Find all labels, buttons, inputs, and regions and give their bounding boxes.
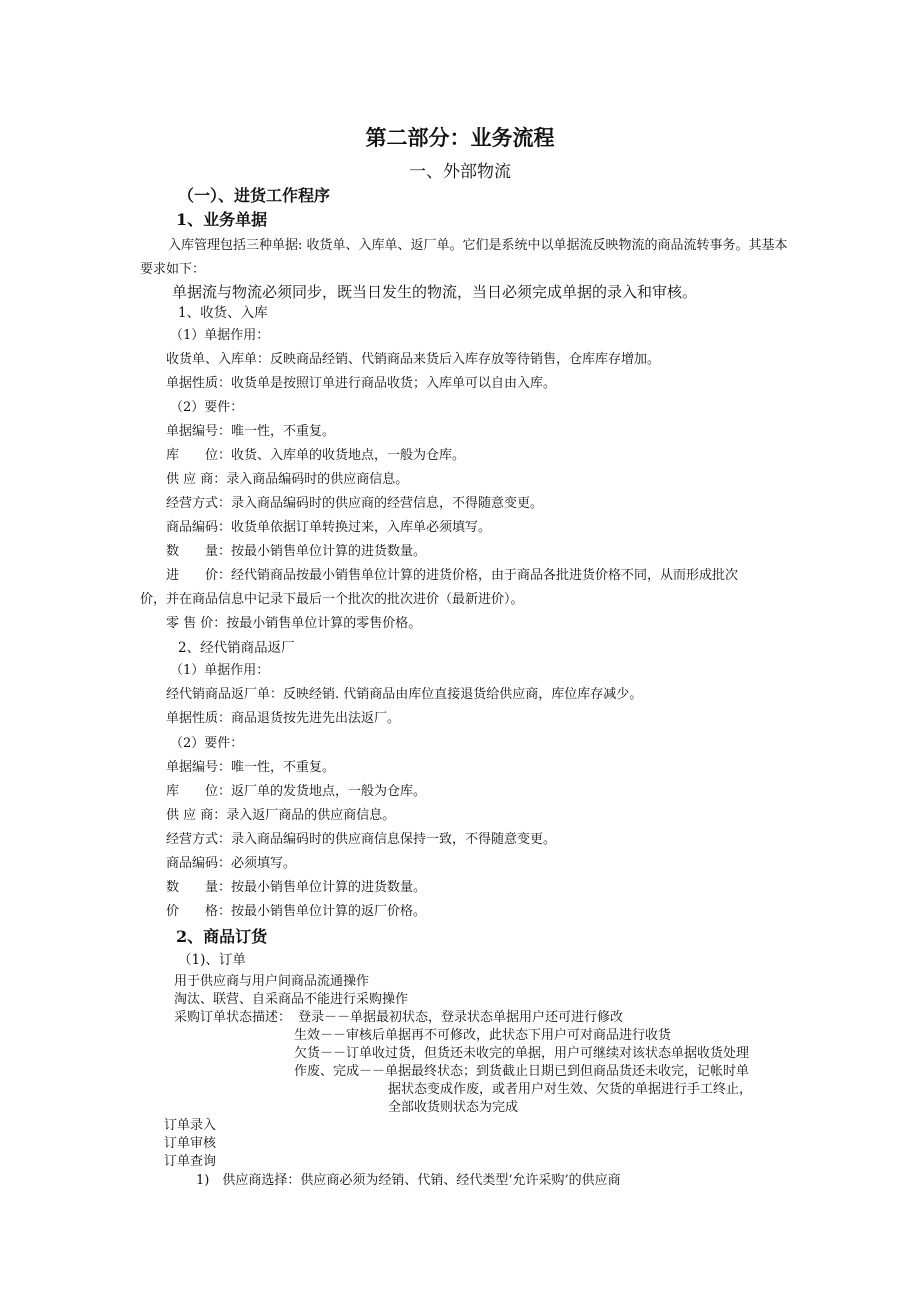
part2-item: 经营方式：录入商品编码时的供应商信息保持一致，不得随意变更。 [166, 832, 557, 847]
part1-price-line1: 进 价：经代销商品按最小销售单位计算的进货价格，由于商品各批进货价格不同，从而形成批次 [166, 568, 739, 583]
part1-item: 数 量：按最小销售单位计算的进货数量。 [166, 544, 427, 559]
order-status-line: 欠货－－订单收过货，但货还未收完的单据，用户可继续对该状态单据收货处理 [294, 1046, 750, 1061]
order-op-entry: 订单录入 [164, 1118, 217, 1133]
part1-purpose-heading: （1）单据作用： [170, 328, 270, 343]
part2-purpose-heading: （1）单据作用： [170, 663, 270, 678]
part2-nature: 单据性质：商品退货按先进先出法返厂。 [166, 711, 401, 726]
part1-heading: 1、收货、入库 [178, 305, 268, 321]
part2-purpose: 经代销商品返厂单：反映经销. 代销商品由库位直接退货给供应商，库位库存减少。 [166, 687, 643, 702]
docs-heading: 1、业务单据 [176, 210, 268, 229]
section-heading: 一、外部物流 [409, 162, 511, 182]
part1-item: 库 位：收货、入库单的收货地点，一般为仓库。 [166, 448, 466, 463]
part1-price-line2: 价，并在商品信息中记录下最后一个批次的批次进价（最新进价）。 [140, 592, 524, 607]
part2-item: 商品编码：必须填写。 [166, 856, 297, 871]
part1-item: 经营方式：录入商品编码时的供应商的经营信息，不得随意变更。 [166, 496, 544, 511]
part1-req-heading: （2）要件： [170, 400, 244, 415]
order-status-line: 登录－－单据最初状态，登录状态单据用户还可进行修改 [298, 1010, 624, 1025]
order-use: 用于供应商与用户间商品流通操作 [174, 974, 370, 989]
subsection-heading: （一）、进货工作程序 [178, 186, 331, 205]
part2-heading: 2、经代销商品返厂 [178, 640, 295, 656]
order-limit: 淘汰、联营、自采商品不能进行采购操作 [174, 992, 409, 1007]
part1-retail: 零 售 价：按最小销售单位计算的零售价格。 [166, 616, 422, 631]
part2-item: 数 量：按最小销售单位计算的进货数量。 [166, 880, 427, 895]
order-status-line: 作废、完成－－单据最终状态；到货截止日期已到但商品货还未收完，记帐时单 [294, 1064, 750, 1079]
sync-rule: 单据流与物流必须同步，既当日发生的物流，当日必须完成单据的录入和审核。 [172, 283, 698, 301]
order-status-line: 生效－－审核后单据再不可修改，此状态下用户可对商品进行收货 [294, 1028, 672, 1043]
part2-item: 供 应 商：录入返厂商品的供应商信息。 [166, 808, 396, 823]
part2-item: 价 格：按最小销售单位计算的返厂价格。 [166, 904, 427, 919]
part1-item: 商品编码：收货单依据订单转换过来，入库单必须填写。 [166, 520, 492, 535]
order-op-query: 订单查询 [164, 1154, 217, 1169]
part2-item: 库 位：返厂单的发货地点，一般为仓库。 [166, 784, 427, 799]
part2-item: 单据编号：唯一性，不重复。 [166, 760, 336, 775]
order-rule-1: 1) 供应商选择：供应商必须为经销、代销、经代类型‘允许采购’的供应商 [196, 1173, 621, 1188]
part1-purpose: 收货单、入库单：反映商品经销、代销商品来货后入库存放等待销售，仓库库存增加。 [166, 352, 661, 367]
part2-req-heading: （2）要件： [170, 736, 244, 751]
order-op-review: 订单审核 [164, 1136, 217, 1151]
order-section-heading: 2、商品订货 [176, 927, 268, 946]
intro-paragraph: 入库管理包括三种单据: 收货单、入库单、返厂单。它们是系统中以单据流反映物流的商品流转事务。其基本要求如下： [140, 238, 788, 277]
part1-nature: 单据性质：收货单是按照订单进行商品收货；入库单可以自由入库。 [166, 376, 557, 391]
order-status-label: 采购订单状态描述： [174, 1010, 292, 1025]
part1-item: 单据编号：唯一性，不重复。 [166, 424, 336, 439]
order-status-line: 据状态变成作废，或者用户对生效、欠货的单据进行手工终止， [388, 1082, 753, 1097]
page-title: 第二部分：业务流程 [365, 125, 555, 150]
order-status-line: 全部收货则状态为完成 [388, 1100, 519, 1115]
order-heading: （1)、订单 [178, 952, 246, 968]
part1-item: 供 应 商：录入商品编码时的供应商信息。 [166, 472, 409, 487]
